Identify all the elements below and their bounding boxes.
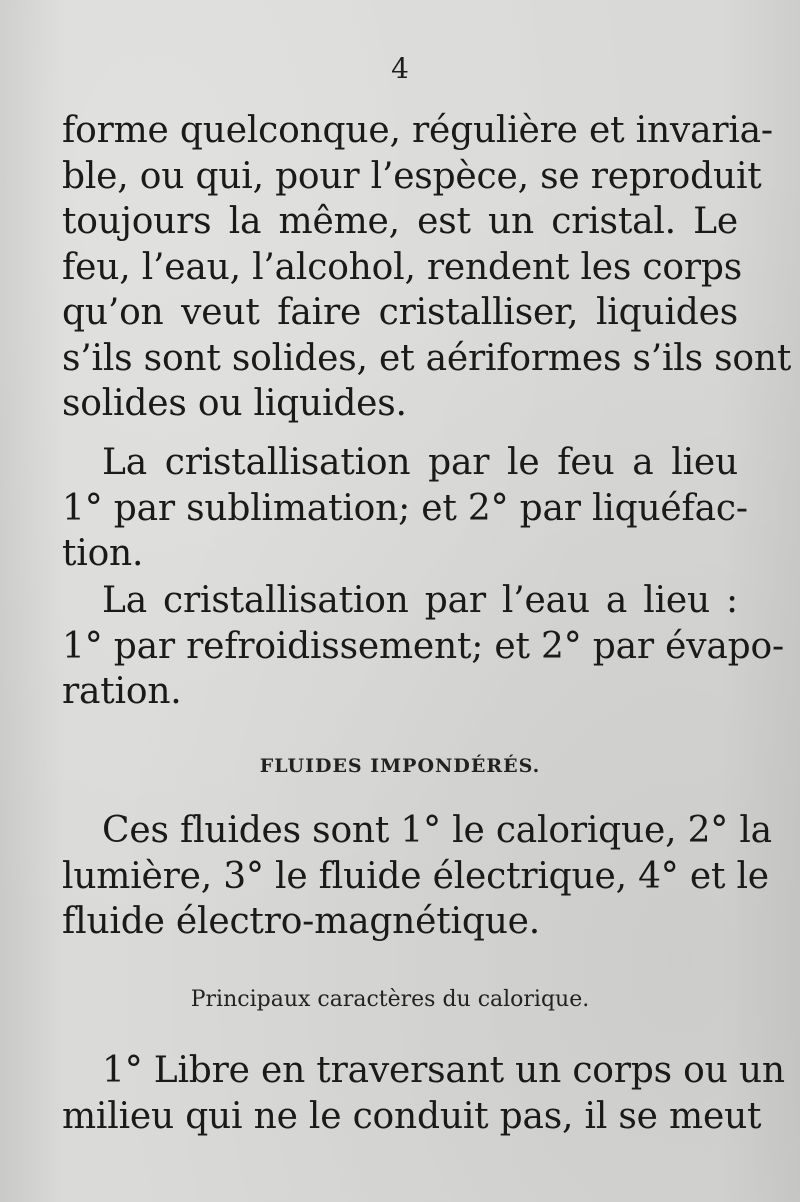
text-line: 1° par sublimation; et 2° par liquéfac- <box>62 487 748 529</box>
text-line: 1° Libre en traversant un corps ou un <box>102 1050 785 1091</box>
text-line: solides ou liquides. <box>62 383 407 424</box>
paragraph-water-crystallisation <box>62 578 784 715</box>
text-line: s’ils sont solides, et aériformes s’ils sont <box>62 337 792 379</box>
text-line: forme quelconque, régulière et invaria- <box>62 110 773 151</box>
text-line: fluide électro-magnétique. <box>62 901 541 942</box>
text-line: lumière, 3° le fluide électrique, 4° et le <box>62 855 769 897</box>
text-line: La cristallisation par l’eau a lieu : <box>102 580 738 621</box>
paragraph-fire-crystallisation <box>62 440 748 577</box>
subheading: Principaux caractères du calorique. <box>190 987 590 1012</box>
section-heading: FLUIDES IMPONDÉRÉS. <box>259 755 541 777</box>
text-line: tion. <box>62 533 144 574</box>
text-line: Ces fluides sont 1° le calorique, 2° la <box>102 810 772 851</box>
text-line: toujours la même, est un cristal. Le <box>62 201 738 242</box>
text-line: 1° par refroidissement; et 2° par évapo- <box>62 625 784 667</box>
paragraph-crystal-definition <box>62 108 792 427</box>
page-number: 4 <box>391 52 409 85</box>
text-line: La cristallisation par le feu a lieu <box>102 442 738 483</box>
text-line: qu’on veut faire cristalliser, liquides <box>62 292 738 333</box>
paragraph-imponderable-fluids <box>62 808 772 945</box>
text-line: ration. <box>62 671 182 712</box>
paragraph-caloric-characteristics <box>62 1048 785 1139</box>
text-line: ble, ou qui, pour l’espèce, se reproduit <box>62 155 762 197</box>
text-line: milieu qui ne le conduit pas, il se meut <box>62 1095 762 1137</box>
text-line: feu, l’eau, l’alcohol, rendent les corps <box>62 246 742 288</box>
